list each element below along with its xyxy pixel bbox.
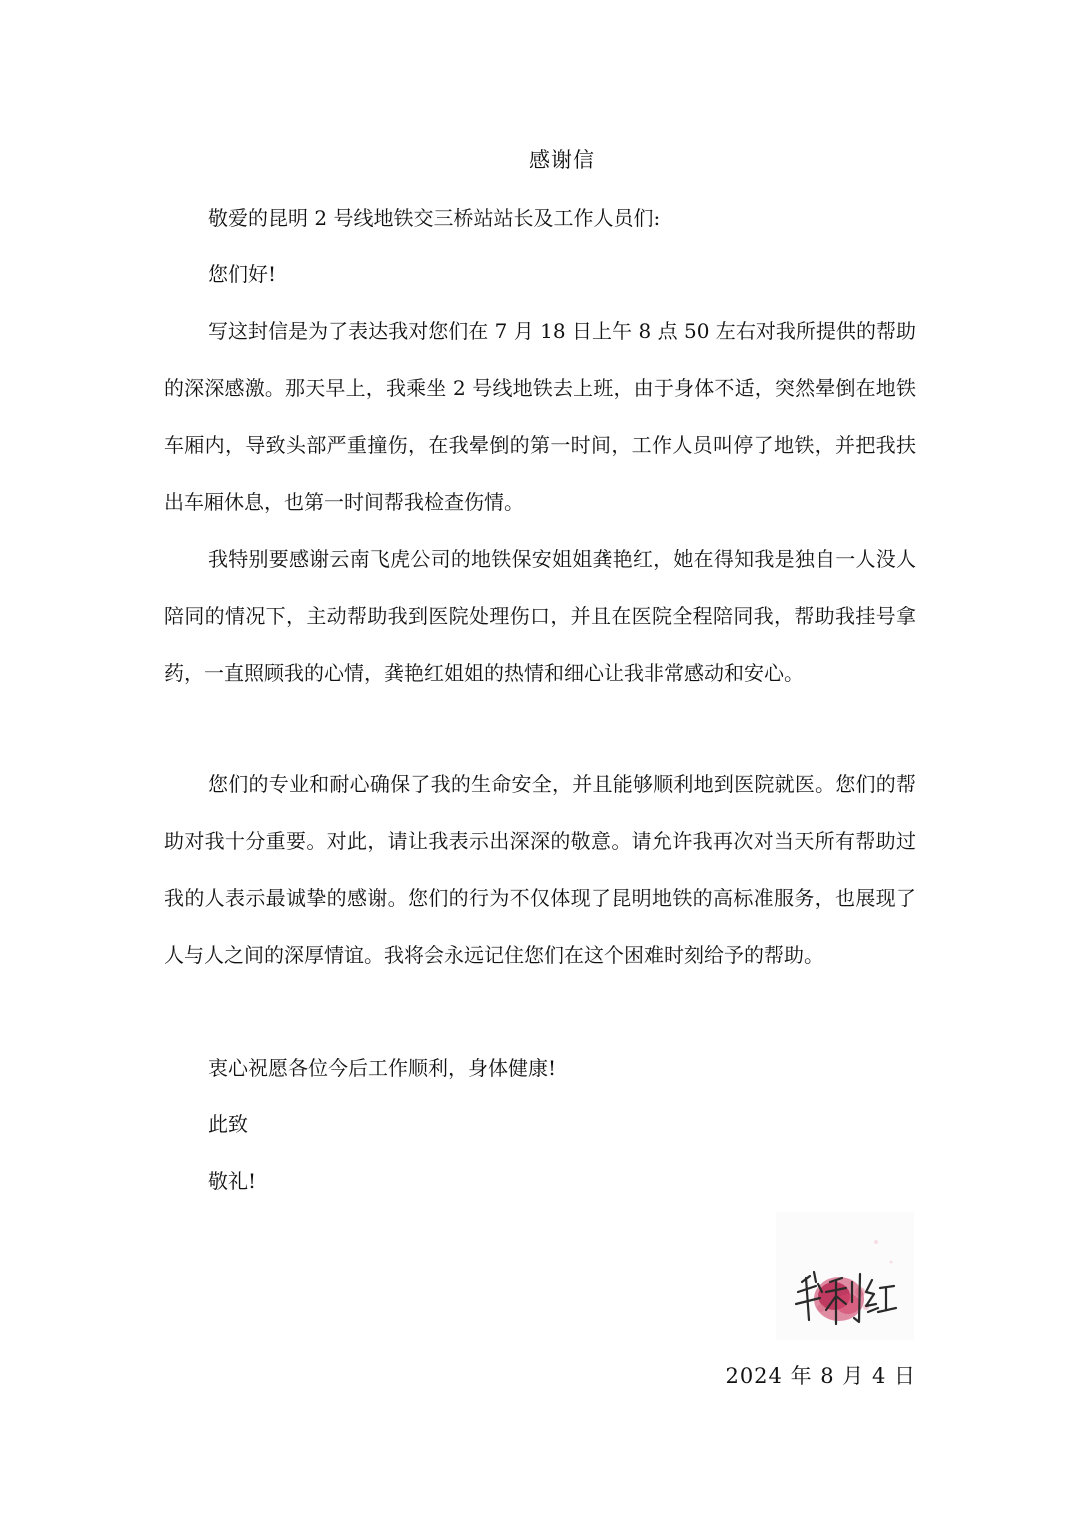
greeting: 您们好! bbox=[208, 262, 277, 286]
paragraph-security-guard: 我特别要感谢云南飞虎公司的地铁保安姐姐龚艳红，她在得知我是独自一人没人陪同的情况下，主动帮助我到医院处理伤口，并且在医院全程陪同我，帮助我挂号拿药，一直照顾我的心情，龚艳红姐姐的热情和细心让我非常感动和安心。 bbox=[164, 547, 916, 685]
closing-wish: 衷心祝愿各位今后工作顺利，身体健康! bbox=[208, 1056, 557, 1080]
salutation: 敬爱的昆明 2 号线地铁交三桥站站长及工作人员们: bbox=[208, 206, 661, 230]
letter-title: 感谢信 bbox=[529, 148, 595, 172]
closing-cizhi: 此致 bbox=[208, 1112, 248, 1136]
handwritten-signature bbox=[776, 1212, 914, 1340]
paragraph-appreciation: 您们的专业和耐心确保了我的生命安全，并且能够顺利地到医院就医。您们的帮助对我十分重要。对此，请让我表示出深深的敬意。请允许我再次对当天所有帮助过我的人表示最诚挚的感谢。您们的行为不仅体现了昆明地铁的高标准服务，也展现了人与人之间的深厚情谊。我将会永远记住您们在这个困难时刻给予的帮助。 bbox=[164, 772, 916, 967]
paragraph-gratitude: 写这封信是为了表达我对您们在 7 月 18 日上午 8 点 50 左右对我所提供的帮助的深深感激。那天早上，我乘坐 2 号线地铁去上班，由于身体不适，突然晕倒在地铁车厢内，导致头部严重撞伤，在我晕倒的第一时间，工作人员叫停了地铁，并把我扶出车厢休息，也第一时间帮我检查伤情。 bbox=[164, 319, 916, 514]
letter-date: 2024 年 8 月 4 日 bbox=[725, 1364, 916, 1388]
closing-jingli: 敬礼! bbox=[208, 1169, 257, 1193]
